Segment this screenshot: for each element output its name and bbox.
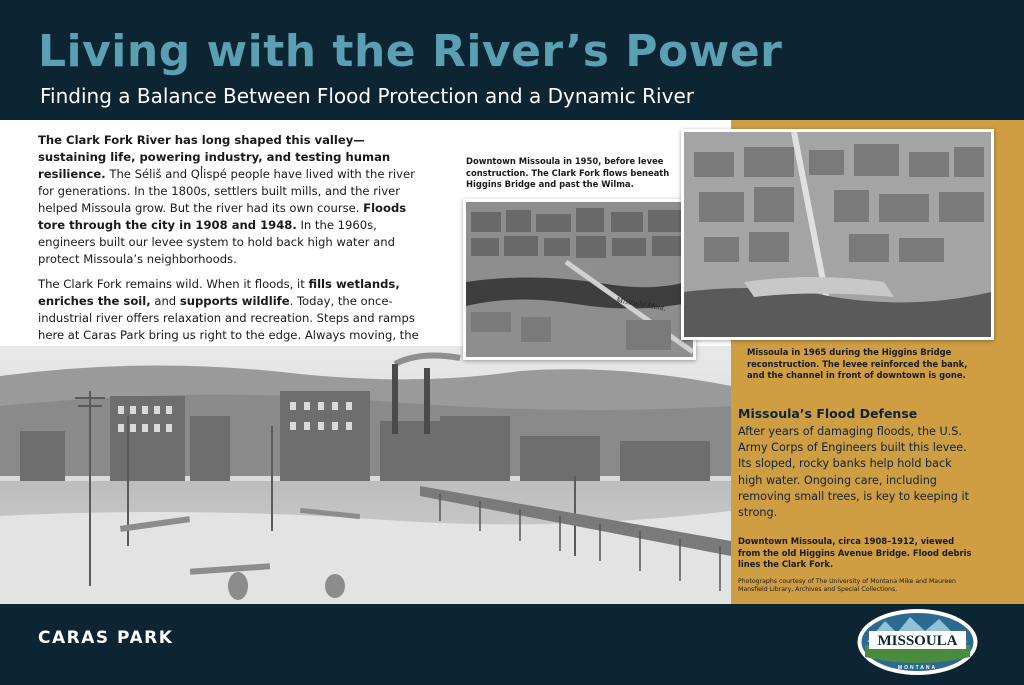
photo-1965-illustration (684, 132, 991, 337)
caption-1950: Downtown Missoula in 1950, before levee construction. The Clark Fork flows beneath Higgins Bridge and past the Wilma. (466, 156, 670, 189)
missoula-logo (855, 607, 980, 677)
intro-text-span: . Today, the once-industrial river offers relaxation and recreation. Steps and ramps here at Caras Park bring us right to the edge. Always moving, the (38, 294, 419, 342)
caption-1965: Missoula in 1965 during the Higgins Bridge reconstruction. The levee reinforced the bank, and the channel in front of downtown is gone. (747, 347, 968, 380)
photo-credit: Photographs courtesy of The University of Montana Mike and Maureen Mansfield Library, Archives and Special Collections. (738, 578, 956, 593)
photo-1950-illustration (466, 202, 693, 357)
park-name: CARAS PARK (38, 628, 174, 648)
logo-text: MISSOULA (877, 633, 958, 649)
logo-tagline: MONTANA (897, 665, 938, 671)
photo-downtown-1965 (681, 129, 994, 340)
intro-lead-bold: The Clark Fork River has long shaped this valley—sustaining life, powering industry, and testing human resilience. (38, 133, 391, 181)
intro-text-span: and (150, 294, 180, 308)
page-title: Living with the River’s Power (38, 26, 783, 77)
caption-1912: Downtown Missoula, circa 1908–1912, viewed from the old Higgins Avenue Bridge. Flood debris lines the Clark Fork. (738, 536, 972, 569)
intro-text-span: In the 1960s, engineers built our levee system to hold back high water and protect Missoula’s neighborhoods. (38, 218, 395, 266)
intro-text-span: The Clark Fork remains wild. When it floods, it (38, 277, 309, 291)
photo-1912-illustration (0, 346, 731, 604)
intro-wetlands-bold: fills wetlands, enriches the soil, (38, 277, 400, 308)
intro-paragraph-1 (38, 132, 428, 268)
flood-defense-body: After years of damaging floods, the U.S. Army Corps of Engineers built this levee. Its sloped, rocky banks help hold back high water. Ongoing care, including removing small trees, is key to keeping it strong. (738, 425, 969, 520)
header-banner (0, 0, 1024, 120)
photo-1950-inscription: Missoula Mont. (615, 295, 667, 313)
intro-wildlife-bold: supports wildlife (179, 294, 290, 308)
intro-flood-bold: Floods tore through the city in 1908 and 1948. (38, 201, 407, 232)
flood-defense-title: Missoula’s Flood Defense (738, 406, 918, 421)
photo-downtown-1912 (0, 346, 731, 604)
photo-downtown-1950 (463, 199, 696, 360)
intro-text (38, 132, 428, 378)
page-subtitle: Finding a Balance Between Flood Protection and a Dynamic River (40, 84, 694, 108)
intro-text-span: The Séliš and Ql̓ispé people have lived with the river for generations. In the 1800s, settlers built mills, and the river helped Missoula grow. But the river had its own course. (38, 167, 415, 215)
